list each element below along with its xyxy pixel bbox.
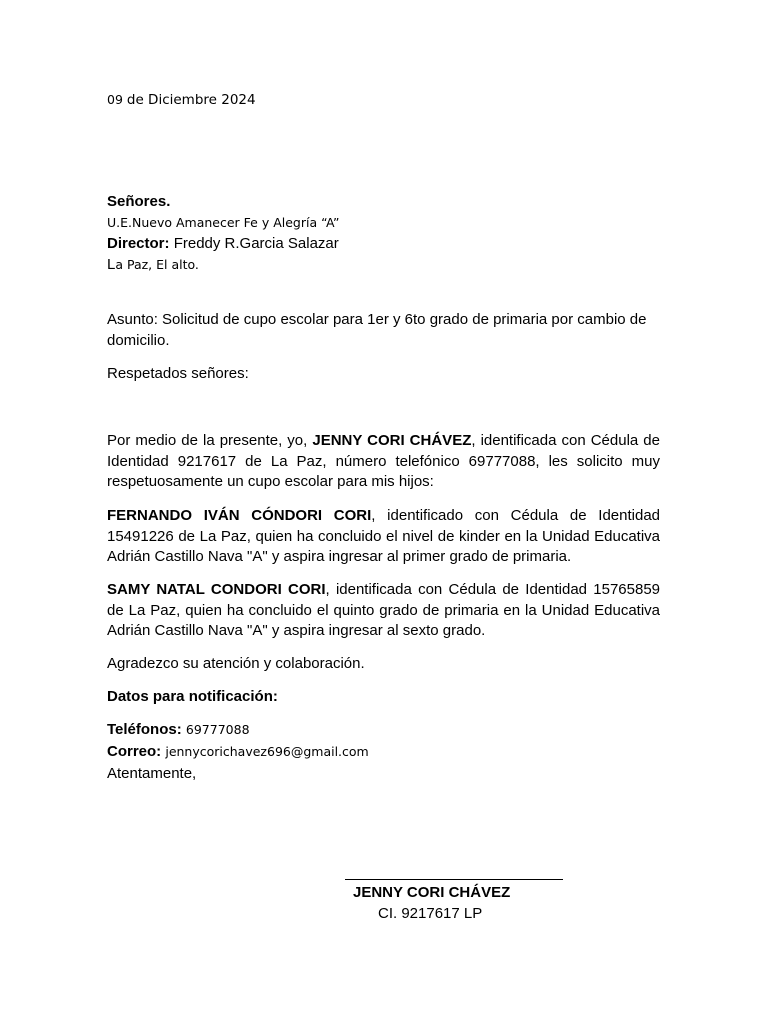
email-label: Correo: (107, 743, 162, 760)
closing-line: Atentamente, (107, 765, 197, 782)
director-label: Director: (107, 235, 170, 252)
location-line (107, 256, 199, 273)
location-initial: L (107, 256, 116, 273)
child1-name: FERNANDO IVÁN CÓNDORI CORI (107, 507, 372, 524)
child2-name: SAMY NATAL CONDORI CORI (107, 581, 326, 598)
intro-text-before: Por medio de la presente, yo, (107, 432, 313, 449)
thanks-line: Agradezco su atención y colaboración. (107, 655, 365, 672)
intro-name: JENNY CORI CHÁVEZ (312, 432, 472, 449)
child2-text: , identificada con Cédula de Identidad 15765859 de La Paz, quien ha concluido el quinto grado de primaria en la Unidad Educativa Adrián Castillo Nava "A" y aspira ingresar al sexto grado. (107, 581, 660, 640)
school-name: U.E.Nuevo Amanecer Fe y Alegría “A” (107, 215, 340, 230)
notification-heading: Datos para notificación: (107, 688, 278, 705)
greeting: Respetados señores: (107, 365, 249, 382)
child1-paragraph (107, 506, 660, 568)
date-day: 09 (107, 92, 123, 107)
phone-label: Teléfonos: (107, 721, 182, 738)
child2-paragraph (107, 580, 660, 642)
director-name: Freddy R.Garcia Salazar (173, 235, 339, 252)
location-rest: a Paz, El alto. (115, 257, 199, 272)
salutation: Señores. (107, 193, 171, 210)
date-rest: de Diciembre 2024 (126, 92, 256, 108)
letter-date (107, 92, 256, 108)
signature-name: JENNY CORI CHÁVEZ (353, 884, 511, 901)
subject-line: Asunto: Solicitud de cupo escolar para 1er y 6to grado de primaria por cambio de domicilio. (107, 311, 647, 349)
director-line (107, 235, 339, 252)
signature-rule (345, 879, 563, 880)
intro-text-after: , identificada con Cédula de Identidad 9217617 de La Paz, número telefónico 69777088, les solicito muy respetuosamente un cupo escolar para mis hijos: (107, 432, 660, 491)
intro-paragraph (107, 431, 660, 493)
child1-text: , identificado con Cédula de Identidad 15491226 de La Paz, quien ha concluido el nivel de kinder en la Unidad Educativa Adrián Castillo Nava "A" y aspira ingresar al primer grado de primaria. (107, 507, 661, 566)
phone-value: 69777088 (185, 722, 250, 737)
email-value: jennycorichavez696@gmail.com (165, 744, 369, 759)
signature-id: CI. 9217617 LP (378, 905, 483, 922)
phone-line (107, 721, 250, 738)
email-line (107, 743, 369, 760)
